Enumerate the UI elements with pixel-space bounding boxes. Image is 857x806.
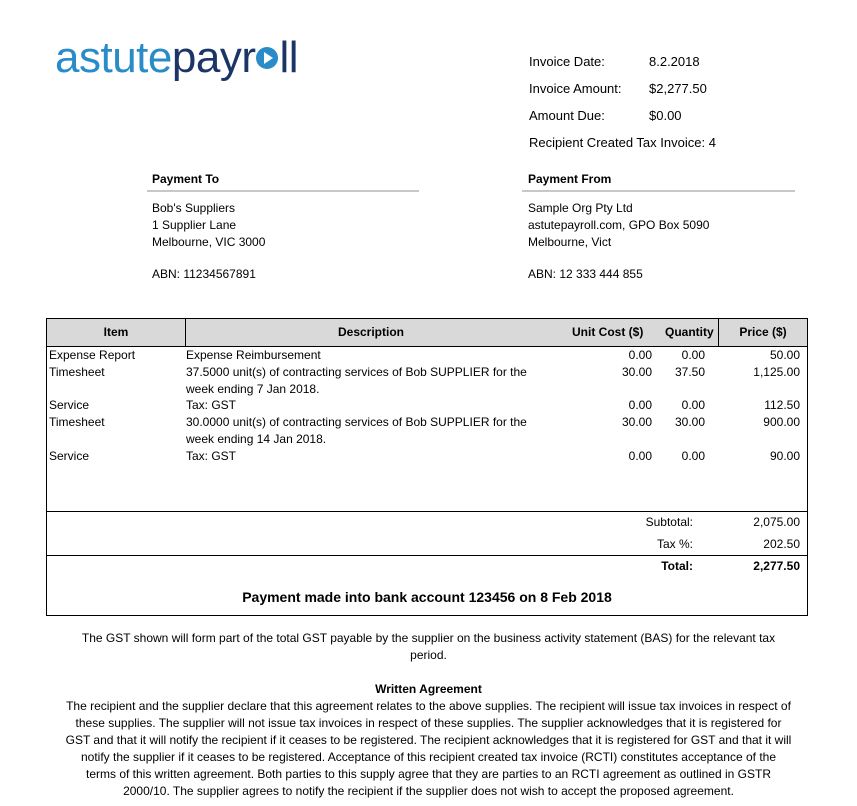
payment-to-address [152,200,265,251]
payment-note: Payment made into bank account 123456 on 8 Feb 2018 [242,589,612,605]
row-description: Tax: GST [186,449,237,463]
rcti-number-label: Recipient Created Tax Invoice: [529,135,706,150]
gst-note-line2: period. [410,648,447,662]
payment-to-divider [147,190,419,192]
invoice-meta [529,54,716,162]
row-item: Expense Report [49,348,136,362]
row-quantity: 30.00 [674,415,705,429]
col-item-header: Item [103,325,129,339]
row-quantity: 0.00 [681,449,705,463]
row-description: 30.0000 unit(s) of contracting services of Bob SUPPLIER for the [186,415,527,429]
row-description-cont: week ending 14 Jan 2018. [186,432,327,446]
row-item: Timesheet [49,415,105,429]
row-item: Timesheet [49,365,105,379]
payment-from-line3: Melbourne, Vict [528,235,612,249]
row-unit-cost: 30.00 [621,365,652,379]
payment-to-line2: 1 Supplier Lane [152,218,237,232]
table-header [47,319,807,347]
row-quantity: 0.00 [681,398,705,412]
logo-text-astute: astute [55,33,172,82]
payment-from-address [528,200,709,251]
row-price: 900.00 [763,415,800,429]
agreement-line: notify the supplier if it ceases to be registered. Acceptance of this recipient created tax invoice (RCTI) constitutes acceptance of the [80,750,777,764]
col-quantity-header: Quantity [665,325,714,339]
totals-divider [47,511,807,512]
invoice-amount-row [529,81,716,108]
written-agreement-heading: Written Agreement [375,682,482,696]
amount-due-value: $0.00 [649,108,682,123]
agreement-line: terms of this written agreement. Both parties to this supply agree that they are parties to an RCTI agreement as outlined in GSTR [85,767,771,781]
rcti-number-row [529,135,716,162]
row-unit-cost: 0.00 [628,449,652,463]
col-unit-cost-header: Unit Cost ($) [572,325,644,339]
subtotal-value: 2,075.00 [753,515,800,529]
amount-due-row [529,108,716,135]
payment-to-heading: Payment To [152,172,220,186]
payment-from-divider [522,190,795,192]
agreement-line: The recipient and the supplier declare that this agreement relates to the above supplies. The recipient will issue tax invoices in respect of [66,699,791,713]
row-price: 50.00 [769,348,800,362]
payment-to-line3: Melbourne, VIC 3000 [152,235,266,249]
payment-from-abn: ABN: 12 333 444 855 [528,267,643,281]
invoice-date-value: 8.2.2018 [649,54,700,69]
logo-text-payr: payr [171,33,256,82]
gst-note-line1: The GST shown will form part of the total GST payable by the supplier on the business activity statement (BAS) for the relevant tax [81,631,776,645]
invoice-date-row [529,54,716,81]
row-price: 112.50 [764,398,800,412]
gst-note [40,630,817,664]
invoice-amount-label: Invoice Amount: [529,81,622,96]
row-item: Service [49,398,90,412]
row-quantity: 0.00 [681,348,705,362]
written-agreement [30,681,827,800]
agreement-line: these supplies. The supplier will not issue tax invoices in respect of these supplies. The supplier acknowledges that it is registered for [75,716,782,730]
total-label: Total: [661,559,693,573]
row-price: 90.00 [769,449,800,463]
payment-from-line2: astutepayroll.com, GPO Box 5090 [528,218,710,232]
payment-to-abn: ABN: 11234567891 [152,267,256,281]
subtotal-label: Subtotal: [645,515,693,529]
row-description-cont: week ending 7 Jan 2018. [186,382,320,396]
total-value: 2,277.50 [753,559,800,573]
row-price: 1,125.00 [753,365,800,379]
row-description: Tax: GST [186,398,237,412]
row-item: Service [49,449,90,463]
play-icon [256,47,278,69]
payment-from-heading: Payment From [528,172,612,186]
logo-text-ll: ll [279,33,299,82]
total-divider [47,555,807,556]
row-unit-cost: 30.00 [621,415,652,429]
invoice-table [46,318,808,616]
col-price-header: Price ($) [739,325,787,339]
tax-value: 202.50 [763,537,800,551]
row-quantity: 37.50 [674,365,705,379]
rcti-number-value: 4 [708,135,716,150]
astutepayroll-logo [55,33,299,82]
payment-from-line1: Sample Org Pty Ltd [528,201,633,215]
invoice-date-label: Invoice Date: [529,54,605,69]
row-unit-cost: 0.00 [628,398,652,412]
col-description-header: Description [337,325,404,339]
amount-due-label: Amount Due: [529,108,605,123]
payment-to-line1: Bob's Suppliers [152,201,236,215]
row-description: Expense Reimbursement [186,348,321,362]
agreement-line: GST and that it will notify the recipient if it ceases to be registered. The recipient acknowledges that it is registered for GST and that it will [65,733,792,747]
tax-label: Tax %: [656,537,693,551]
row-unit-cost: 0.00 [628,348,652,362]
row-description: 37.5000 unit(s) of contracting services of Bob SUPPLIER for the [186,365,527,379]
invoice-amount-value: $2,277.50 [649,81,707,96]
agreement-line: 2000/10. The supplier agrees to notify the recipient if the supplier does not wish to accept the proposed agreement. [123,784,734,798]
